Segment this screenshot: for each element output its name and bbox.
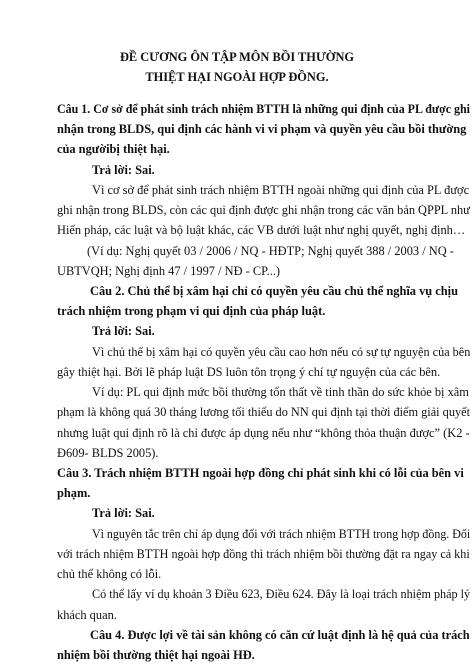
title-line-2: THIỆT HẠI NGOÀI HỢP ĐỒNG. xyxy=(145,70,329,84)
question-3-explanation-1: Vì nguyên tắc trên chỉ áp dụng đối với trách nhiệm BTTH trong hợp đồng. Đối xyxy=(92,526,471,541)
question-1-example-2: UBTVQH; Nghị định 47 / 1997 / NĐ - CP...) xyxy=(57,263,281,278)
question-3-explanation-3: chủ thể không có lỗi. xyxy=(57,567,162,582)
question-1-explanation-3: Hiến pháp, các luật và bộ luật khác, các VB dưới luật như nghị quyết, nghị định… xyxy=(57,223,466,238)
question-1-example-1: (Ví dụ: Nghị quyết 03 / 2006 / NQ - HĐTP; Nghị quyết 388 / 2003 / NQ - xyxy=(87,243,454,258)
question-2-example-1: Ví dụ: PL qui định mức bồi thường tổn thất về tinh thần do sức khỏe bị xâm xyxy=(92,385,469,400)
question-2-line-2: trách nhiệm trong phạm vi qui định của pháp luật. xyxy=(57,304,326,319)
question-2-example-3: nhưng luật qui định rõ là chỉ được áp dụng nếu như “không thỏa thuận được” (K2 - xyxy=(57,425,470,440)
question-2-answer: Trả lời: Sai. xyxy=(92,324,155,339)
question-1-explanation-2: ghi nhận trong BLDS, còn các qui định được ghi nhận trong các văn bản QPPL như xyxy=(57,203,470,218)
question-3-explanation-2: với trách nhiệm BTTH ngoài hợp đồng thì trách nhiệm bồi thường đặt ra ngay cả khi xyxy=(57,546,470,561)
question-1-line-2: nhận trong BLDS, qui định các hành vi vi phạm và quyền yêu cầu bồi thường xyxy=(57,122,467,137)
question-2-example-4: Đ609- BLDS 2005). xyxy=(57,445,159,460)
question-4-line-2: nhiệm bồi thường thiệt hại ngoài HĐ. xyxy=(57,648,255,662)
title-line-1: ĐỀ CƯƠNG ÔN TẬP MÔN BỒI THƯỜNG xyxy=(119,50,355,64)
question-3-example-1: Có thể lấy ví dụ khoản 3 Điều 623, Điều 624. Đây là loại trách nhiệm pháp lý xyxy=(92,587,471,602)
question-1-line-1: Câu 1. Cơ sở để phát sinh trách nhiệm BTTH là những qui định của PL được ghi xyxy=(57,102,470,116)
question-3-line-1: Câu 3. Trách nhiệm BTTH ngoài hợp đồng chỉ phát sinh khi có lỗi của bên vi xyxy=(57,466,464,480)
question-3-example-2: khách quan. xyxy=(57,607,117,622)
question-1-answer: Trả lời: Sai. xyxy=(92,162,155,177)
question-2-line-1: Câu 2. Chủ thể bị xâm hại chỉ có quyền yêu cầu chủ thể nghĩa vụ chịu xyxy=(90,284,459,298)
question-2-example-2: phạm là không quá 30 tháng lương tối thiểu do NN qui định tại thời điểm giải quyết xyxy=(57,405,471,420)
question-2-explanation-2: gây thiệt hại. Bởi lẽ pháp luật DS luôn tôn trọng ý chí tự nguyện của các bên. xyxy=(57,364,441,379)
question-3-line-2: phạm. xyxy=(57,486,91,501)
question-3-answer: Trả lời: Sai. xyxy=(92,506,155,521)
question-1-explanation-1: Vì cơ sở để phát sinh trách nhiệm BTTH ngoài những qui định của PL được xyxy=(92,182,470,197)
question-1-line-3: của ngườibị thiệt hại. xyxy=(57,142,170,157)
question-2-explanation-1: Vì chủ thể bị xâm hại có quyền yêu cầu cao hơn nếu có sự tự nguyện của bên xyxy=(92,344,471,359)
question-4-line-1: Câu 4. Được lợi về tài sản không có căn cứ luật định là hệ quả của trách xyxy=(90,627,470,642)
